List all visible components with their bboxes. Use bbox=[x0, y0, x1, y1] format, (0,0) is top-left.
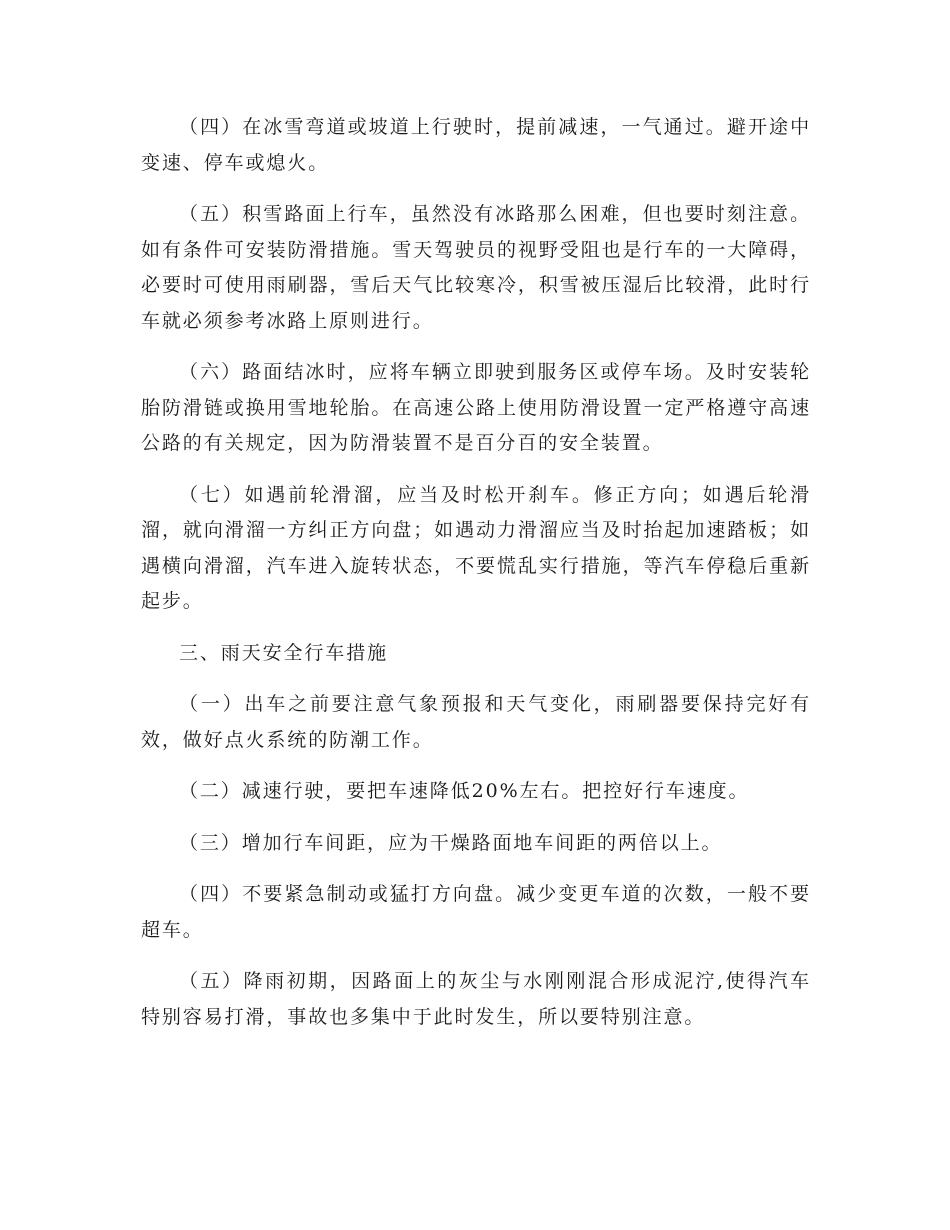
paragraph-snow-7: （七）如遇前轮滑溜，应当及时松开刹车。修正方向；如遇后轮滑溜，就向滑溜一方纠正方向盘；如遇动力滑溜应当及时抬起加速踏板；如遇横向滑溜，汽车进入旋转状态，不要慌乱实行措施，等汽车停稳后重新起步。 bbox=[141, 483, 811, 612]
document-body bbox=[141, 110, 811, 1051]
paragraph-snow-5: （五）积雪路面上行车，虽然没有冰路那么困难，但也要时刻注意。如有条件可安装防滑措施。雪天驾驶员的视野受阻也是行车的一大障碍，必要时可使用雨刷器，雪后天气比较寒冷，积雪被压湿后比较滑，此时行车就必须参考冰路上原则进行。 bbox=[141, 203, 811, 332]
paragraph-rain-4: （四）不要紧急制动或猛打方向盘。减少变更车道的次数，一般不要超车。 bbox=[141, 883, 811, 941]
paragraph-rain-1: （一）出车之前要注意气象预报和天气变化，雨刷器要保持完好有效，做好点火系统的防潮工作。 bbox=[141, 693, 811, 751]
paragraph-snow-4: （四）在冰雪弯道或坡道上行驶时，提前减速，一气通过。避开途中变速、停车或熄火。 bbox=[141, 116, 811, 174]
paragraph-snow-6: （六）路面结冰时，应将车辆立即驶到服务区或停车场。及时安装轮胎防滑链或换用雪地轮胎。在高速公路上使用防滑设置一定严格遵守高速公路的有关规定，因为防滑装置不是百分百的安全装置。 bbox=[141, 361, 811, 454]
section-heading-rain: 三、雨天安全行车措施 bbox=[179, 641, 389, 664]
paragraph-rain-5: （五）降雨初期，因路面上的灰尘与水刚刚混合形成泥泞,使得汽车特别容易打滑，事故也多集中于此时发生，所以要特别注意。 bbox=[141, 970, 811, 1028]
paragraph-rain-2: （二）减速行驶，要把车速降低20%左右。把控好行车速度。 bbox=[179, 780, 750, 802]
paragraph-rain-3: （三）增加行车间距，应为干燥路面地车间距的两倍以上。 bbox=[179, 831, 723, 854]
